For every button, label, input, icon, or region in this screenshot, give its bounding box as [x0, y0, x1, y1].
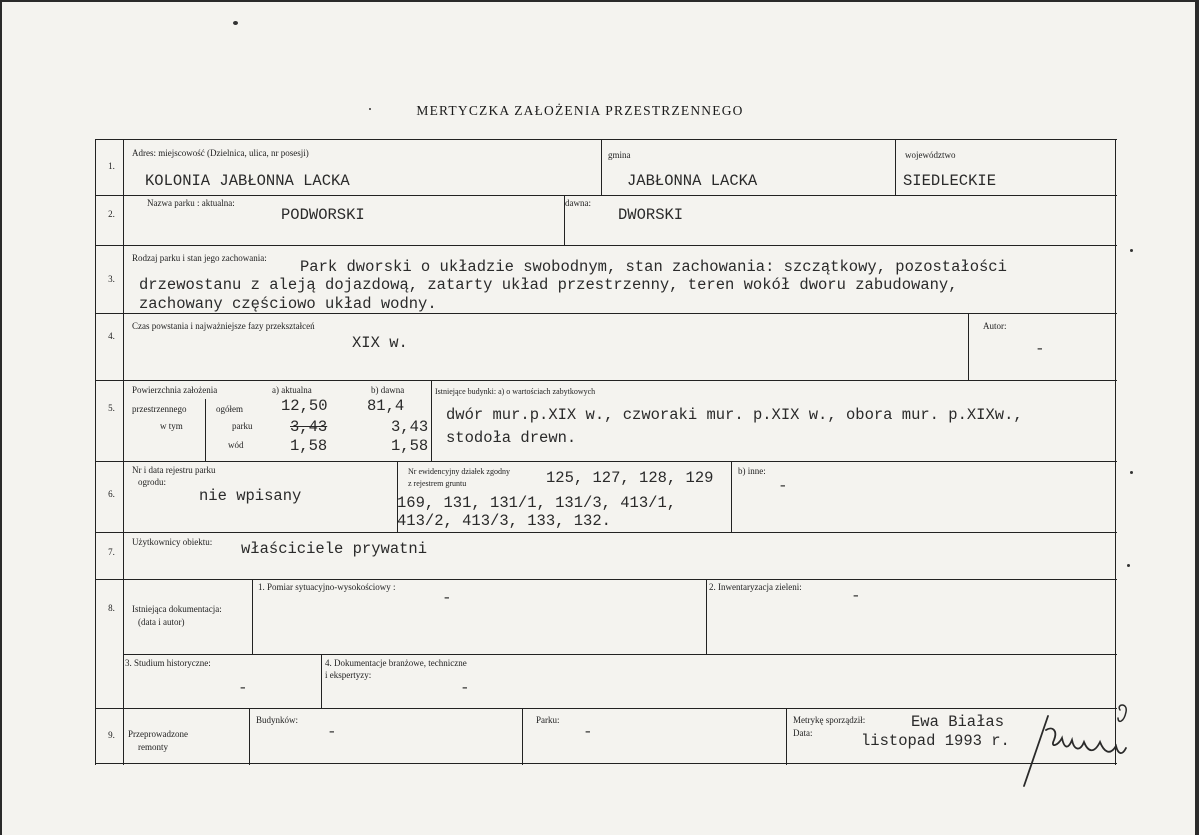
table-line	[895, 139, 896, 195]
row-number: 6.	[108, 489, 115, 499]
park-state-line: drzewostanu z aleją dojazdową, zatarty układ przestrzenny, teren wokół dworu zabudowany,	[139, 276, 958, 294]
table-line	[731, 461, 732, 532]
former-name-label: dawna:	[565, 198, 591, 208]
renov-buildings-label: Budynków:	[256, 715, 299, 725]
inventory-value: -	[851, 587, 861, 605]
table-line	[321, 654, 322, 708]
row-number: 7.	[108, 547, 115, 557]
table-line	[95, 139, 96, 765]
area-total-former: 81,4	[367, 397, 405, 415]
park-type-label: Rodzaj parku i stan jego zachowania:	[132, 253, 267, 263]
table-line	[205, 399, 206, 461]
former-name-value: DWORSKI	[618, 206, 684, 224]
table-line	[786, 708, 787, 765]
area-col-former: b) dawna	[371, 385, 405, 395]
voivodeship-label: województwo	[905, 150, 956, 160]
plots-line: 413/2, 413/3, 133, 132.	[397, 512, 611, 530]
scan-speck	[233, 21, 238, 25]
row-number: 9.	[108, 730, 115, 740]
table-line	[522, 708, 523, 765]
table-line	[123, 139, 124, 765]
park-state-line: Park dworski o układzie swobodnym, stan zachowania: szczątkowy, pozostałości	[300, 258, 1007, 276]
table-line	[95, 195, 1117, 196]
other-label: b) inne:	[738, 466, 766, 476]
renov-park-label: Parku:	[536, 715, 560, 725]
scan-border-top	[0, 0, 1199, 2]
gmina-value: JABŁONNA LACKA	[627, 172, 758, 190]
row-number: 4.	[108, 331, 115, 341]
buildings-line: dwór mur.p.XIX w., czworaki mur. p.XIX w., obora mur. p.XIXw.,	[446, 406, 1023, 424]
table-line	[249, 708, 250, 765]
area-park-current: 3,43	[290, 418, 328, 436]
table-line	[95, 139, 1117, 140]
users-label: Użytkownicy obiektu:	[132, 537, 213, 547]
area-row-total: ogółem	[216, 404, 243, 414]
area-row-water: wód	[228, 440, 244, 450]
area-water-former: 1,58	[391, 437, 429, 455]
table-line	[95, 579, 1117, 580]
documentation-label: (data i autor)	[138, 617, 185, 627]
address-label: Adres: miejscowość (Dzielnica, ulica, nr posesji)	[132, 148, 309, 158]
scan-speck	[1130, 471, 1133, 474]
signature-scribble	[1018, 700, 1138, 790]
form-card	[95, 139, 1117, 765]
area-label: przestrzennego	[132, 404, 187, 414]
scan-border-right	[1195, 0, 1199, 835]
other-value: -	[778, 477, 788, 495]
history-label: 3. Studium historyczne:	[125, 658, 211, 668]
survey-label: 1. Pomiar sytuacyjno-wysokościowy :	[258, 582, 396, 592]
table-line	[95, 532, 1117, 533]
author-label: Autor:	[983, 321, 1007, 331]
table-line	[431, 380, 432, 461]
users-value: właściciele prywatni	[241, 540, 428, 558]
history-value: -	[238, 679, 248, 697]
scan-speck	[1130, 249, 1133, 252]
area-col-current: a) aktualna	[272, 385, 312, 395]
area-park-former: 3,43	[391, 418, 429, 436]
row-number: 5.	[108, 403, 115, 413]
plots-label: Nr ewidencyjny działek zgodny	[408, 467, 510, 476]
inventory-label: 2. Inwentaryzacja zieleni:	[709, 582, 802, 592]
renov-park-value: -	[583, 723, 593, 741]
table-line	[95, 380, 1117, 381]
gmina-label: gmina	[608, 150, 631, 160]
area-row-park: parku	[232, 421, 253, 431]
scan-speck	[1127, 564, 1130, 567]
plots-line: 169, 131, 131/1, 131/3, 413/1,	[397, 494, 677, 512]
renovations-label: Przeprowadzone	[128, 729, 188, 739]
area-row-in: w tym	[160, 421, 183, 431]
survey-value: -	[442, 589, 452, 607]
table-line	[968, 313, 969, 380]
buildings-label: Istniejące budynki: a) o wartościach zabytkowych	[435, 387, 596, 396]
branch-docs-label: i ekspertyzy:	[325, 670, 372, 680]
prepared-date-value: listopad 1993 r.	[861, 732, 1010, 750]
voivodeship-value: SIEDLECKIE	[903, 172, 997, 190]
address-value: KOLONIA JABŁONNA LACKA	[145, 172, 350, 190]
current-name-label: Nazwa parku : aktualna:	[147, 198, 235, 208]
row-number: 3.	[108, 274, 115, 284]
table-line	[123, 654, 1117, 655]
scan-border-left	[0, 0, 2, 835]
documentation-label: Istniejąca dokumentacja:	[132, 604, 222, 614]
document-title: MERTYCZKA ZAŁOŻENIA PRZESTRZENNEGO	[416, 103, 744, 118]
current-name-value: PODWORSKI	[281, 206, 365, 224]
park-state-line: zachowany częściowo układ wodny.	[139, 295, 437, 313]
table-line	[95, 313, 1117, 314]
plots-label: z rejestrem gruntu	[408, 479, 467, 488]
row-number: 2.	[108, 209, 115, 219]
registry-label: Nr i data rejestru parku	[132, 465, 216, 475]
table-line	[1115, 139, 1116, 765]
buildings-line: stodoła drewn.	[446, 429, 577, 447]
branch-docs-label: 4. Dokumentacje branżowe, techniczne	[325, 658, 467, 668]
author-value: -	[1035, 340, 1045, 358]
area-water-current: 1,58	[290, 437, 328, 455]
plots-line: 125, 127, 128, 129	[546, 469, 714, 487]
prepared-by-value: Ewa Białas	[911, 713, 1005, 731]
table-line	[706, 579, 707, 654]
renov-buildings-value: -	[327, 723, 337, 741]
creation-time-value: XIX w.	[352, 334, 408, 352]
registry-value: nie wpisany	[199, 487, 302, 505]
table-line	[95, 461, 1117, 462]
row-number: 1.	[108, 161, 115, 171]
area-total-current: 12,50	[281, 397, 328, 415]
table-line	[601, 139, 602, 195]
row-number: 8.	[108, 603, 115, 613]
registry-label: ogrodu:	[138, 477, 166, 487]
creation-time-label: Czas powstania i najważniejsze fazy przekształceń	[132, 321, 315, 331]
table-line	[252, 579, 253, 654]
area-label: Powierzchnia założenia	[132, 385, 218, 395]
table-line	[95, 245, 1117, 246]
prepared-by-label: Metrykę sporządził:	[793, 715, 866, 725]
renovations-label: remonty	[138, 742, 168, 752]
prepared-date-label: Data:	[793, 728, 813, 738]
branch-docs-value: -	[460, 679, 470, 697]
